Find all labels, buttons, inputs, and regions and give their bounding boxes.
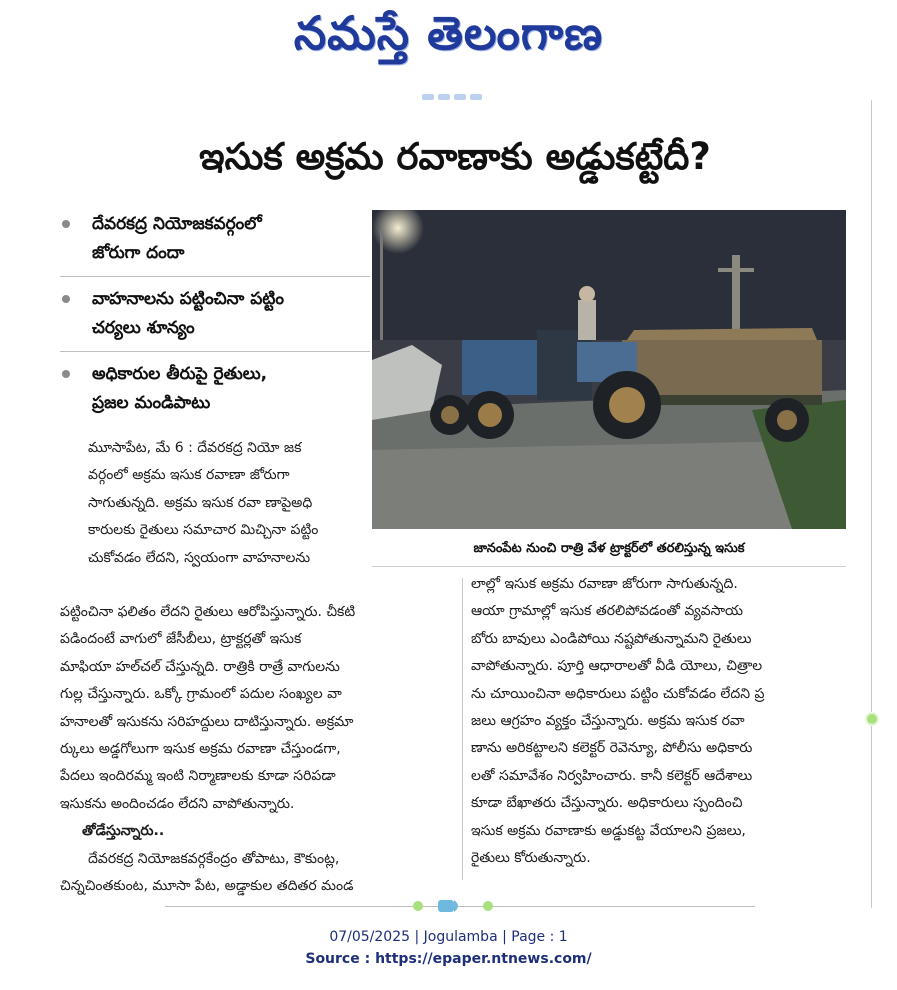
article-line: చిన్నచింతకుంట, మూసా పేట, అడ్డాకుల తదితర మండ <box>60 877 354 894</box>
bullet-item <box>60 210 370 277</box>
article-line: ను చూయించినా అధికారులు పట్టిం చుకోవడం లేదని ప్ర <box>471 685 765 702</box>
article-line: పట్టించినా ఫలితం లేదని రైతులు ఆరోపిస్తున్నారు. చీకటి <box>60 604 356 620</box>
bullet-line: ప్రజల మండిపాటు <box>92 393 211 413</box>
article-line: ఆయా గ్రామాల్లో ఇసుక తరలిపోవడంతో వ్యవసాయ <box>471 603 744 620</box>
article-line: హనాలతో ఇసుకను సరిహద్దులు దాటిస్తున్నారు. అక్రమా <box>60 713 354 730</box>
article-line: దేవరకద్ర నియోజకవర్గకేంద్రం తోపాటు, కౌకుంట్ల, <box>88 850 340 867</box>
bullet-line: దేవరకద్ర నియోజకవర్గంలో <box>92 214 262 234</box>
bullet-item <box>60 360 370 426</box>
edition-info: 07/05/2025 | Jogulamba | Page : 1 <box>329 929 568 945</box>
article-line: మాఫియా హల్‌చల్ చేస్తున్నది. రాత్రికి రాత్రే వాగులను <box>60 658 340 675</box>
bullet-dot-icon <box>62 370 70 378</box>
article-column-2 <box>471 571 861 872</box>
article-line: రైతులు కోరుతున్నారు. <box>471 849 591 866</box>
article-line: గుల్ల చేస్తున్నారు. ఒక్కో గ్రామంలో పదుల సంఖ్యల వా <box>60 686 342 703</box>
article-line: వర్గంలో అక్రమ ఇసుక రవాణా జోరుగా <box>88 467 290 484</box>
article-line: జలు ఆగ్రహం వ్యక్తం చేస్తున్నారు. అక్రమ ఇసుక రవా <box>471 712 745 729</box>
photo-caption: జానంపేట నుంచి రాత్రి వేళ ట్రాక్టర్‌లో తరలిస్తున్న ఇసుక <box>372 531 846 567</box>
bullet-dot-icon <box>62 220 70 228</box>
bullet-line: చర్యలు శూన్యం <box>92 318 195 338</box>
bottom-ornament-icon <box>408 899 498 913</box>
scroll-marker-icon[interactable] <box>865 712 879 726</box>
article-line: ఇసుకను అందించడం లేదని వాపోతున్నారు. <box>60 795 295 812</box>
bullet-line: జోరుగా దందా <box>92 243 185 263</box>
article-line: చుకోవడం లేదని, స్వయంగా వాహనాలను <box>88 549 311 566</box>
bullet-line: అధికారుల తీరుపై రైతులు, <box>92 364 268 384</box>
article-line: వాపోతున్నారు. పూర్తి ఆధారాలతో వీడి యోలు, చిత్రాల <box>471 658 763 675</box>
article-line: కారులకు రైతులు సమాచార మిచ్చినా పట్టిం <box>88 522 319 539</box>
article-line: ర్కులు అడ్డగోలుగా ఇసుక అక్రమ రవాణా చేస్తుండగా, <box>60 740 341 757</box>
article-line: పేదలు ఇందిరమ్మ ఇంటి నిర్మాణాలకు కూడా సరిపడా <box>60 768 336 785</box>
article-line: ణాను అరికట్టాలని కలెక్టర్ రెవెన్యూ, పోలీసు అధికారు <box>471 740 753 757</box>
bullet-dot-icon <box>62 295 70 303</box>
article-line: లాల్లో ఇసుక అక్రమ రవాణా జోరుగా సాగుతున్నది. <box>471 576 738 592</box>
tractor-photo-illustration <box>372 210 846 529</box>
page-divider-right <box>871 100 872 908</box>
article-line: మూసాపేట, మే 6 : దేవరకద్ర నియో జక <box>88 440 302 456</box>
article-headline: ఇసుక అక్రమ రవాణాకు అడ్డుకట్టేదీ? <box>199 135 711 178</box>
highlight-bullets <box>60 210 370 434</box>
article-line: ఇసుక అక్రమ రవాణాకు అడ్డుకట్ట వేయాలని ప్రజలు, <box>471 822 746 839</box>
article-line: లతో సమావేశం నిర్వహించారు. కానీ కలెక్టర్ ఆదేశాలు <box>471 767 753 784</box>
article-subheading: తోడేస్తున్నారు.. <box>82 823 165 840</box>
article-column-1-top <box>88 435 368 572</box>
source-link[interactable]: Source : https://epaper.ntnews.com/ <box>305 951 592 967</box>
masthead-logo: నమస్తే తెలంగాణ <box>293 6 604 60</box>
bullet-line: వాహనాలను పట్టించినా పట్టిం <box>92 289 285 309</box>
top-ornament <box>412 94 492 102</box>
column-divider <box>462 578 463 880</box>
news-photo-tractor <box>372 210 846 529</box>
article-line: బోరు బావులు ఎండిపోయి నష్టపోతున్నామని రైతులు <box>471 630 752 647</box>
article-line: కూడా బేఖాతరు చేస్తున్నారు. అధికారులు స్పందించి <box>471 795 743 812</box>
article-line: పడిందంటే వాగులో జేసీబీలు, ట్రాక్టర్లతో ఇసుక <box>60 631 302 648</box>
article-column-1 <box>60 599 455 900</box>
article-line: సాగుతున్నది. అక్రమ ఇసుక రవా ణాపైఅధి <box>88 494 313 511</box>
bullet-item <box>60 285 370 352</box>
